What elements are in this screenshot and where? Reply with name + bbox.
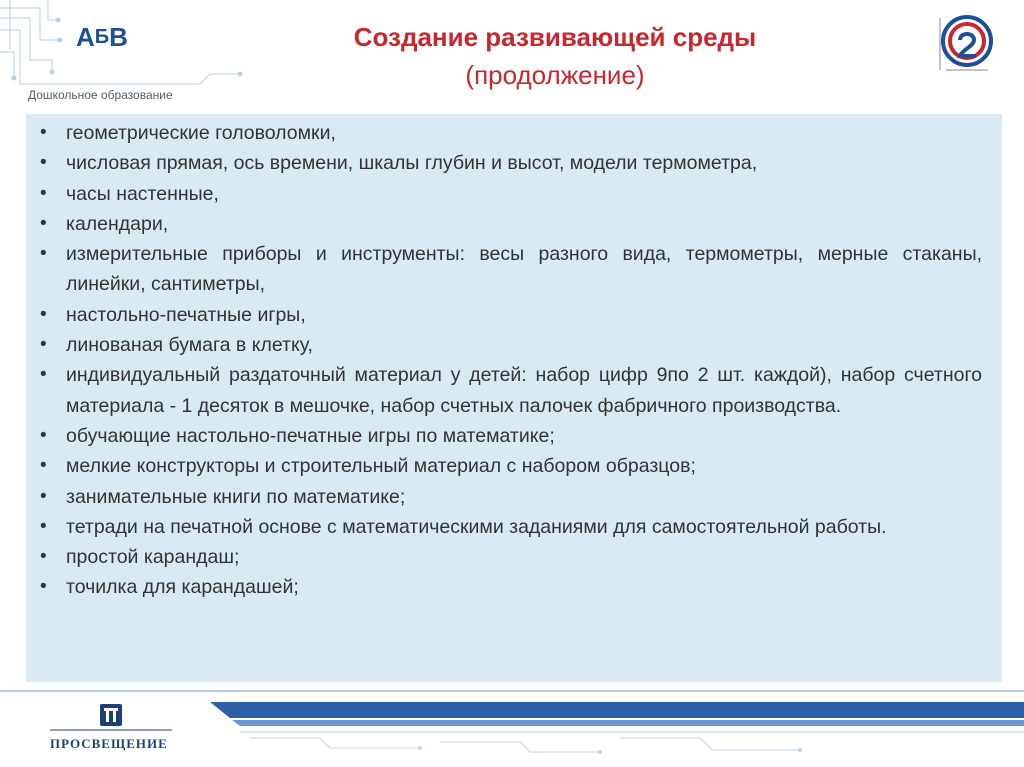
prosveshchenie-emblem-icon [100, 704, 122, 726]
list-item: • мелкие конструкторы и строительный материал с набором образцов; [40, 451, 982, 481]
list-item: • настольно-печатные игры, [40, 300, 982, 330]
abv-logo-b: Б [94, 26, 110, 48]
list-item: • календари, [40, 209, 982, 239]
logo-subtitle: Дошкольное образование [28, 88, 173, 102]
content-panel [26, 114, 1002, 682]
list-item: • геометрические головоломки, [40, 118, 982, 148]
list-item: • точилка для карандашей; [40, 572, 982, 602]
list-item: • тетради на печатной основе с математическими заданиями для самостоятельной работы. [40, 512, 982, 542]
list-item: • занимательные книги по математике; [40, 482, 982, 512]
list-item: • числовая прямая, ось времени, шкалы глубин и высот, модели термометра, [40, 148, 982, 178]
list-item: • индивидуальный раздаточный материал у детей: набор цифр 9по 2 шт. каждой), набор счетного материала - 1 десяток в мешочке, набор счетных палочек фабричного производства. [40, 360, 982, 421]
slide-title: Создание развивающей среды [353, 22, 757, 52]
list-item: • часы настенные, [40, 179, 982, 209]
slide-subtitle: (продолжение) [465, 60, 645, 90]
publisher-name: ПРОСВЕЩЕНИЕ [50, 736, 168, 751]
list-item: • измерительные приборы и инструменты: весы разного вида, термометры, мерные стаканы, линейки, сантиметры, [40, 239, 982, 300]
abv-logo [76, 22, 128, 53]
education-emblem-icon [936, 10, 998, 72]
list-item: • обучающие настольно-печатные игры по математике; [40, 421, 982, 451]
materials-list [40, 118, 982, 603]
footer-decoration [0, 688, 1024, 767]
abv-logo-a: А [76, 22, 95, 52]
list-item: • простой карандаш; [40, 542, 982, 572]
list-item: • линованая бумага в клетку, [40, 330, 982, 360]
abv-logo-v: В [109, 22, 128, 52]
